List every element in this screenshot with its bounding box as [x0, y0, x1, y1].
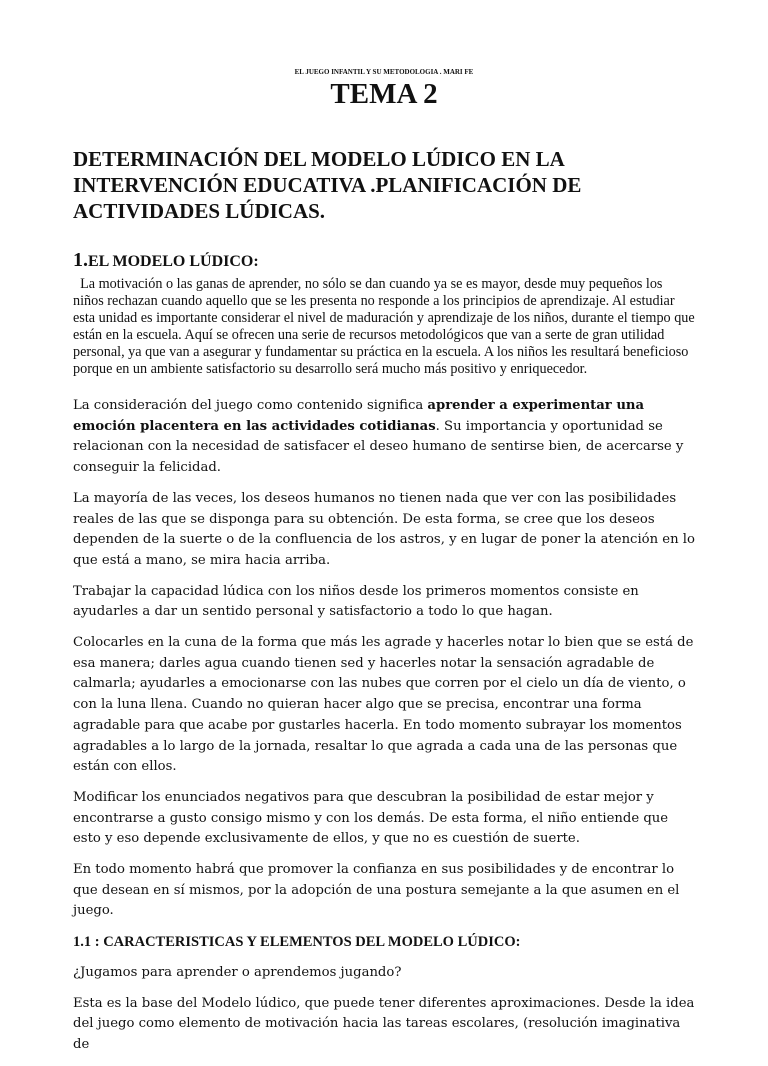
chapter-label: TEMA 2 [330, 78, 438, 110]
paragraph-text: La consideración del juego como contenido significa [73, 398, 428, 413]
paragraph-text: . Su importancia y oportunidad se relacionan con la necesidad de satisfacer el deseo humano de sentirse bien, de acercarse y conseguir la felicidad. [73, 418, 684, 476]
paragraph: La mayoría de las veces, los deseos humanos no tienen nada que ver con las posibilidades reales de las que se disponga para su obtención. De esta forma, se cree que los deseos dependen de la suerte o de la confluencia de los astros, y en lugar de poner la atención en lo que está a mano, se mira hacia arriba. [73, 490, 695, 568]
emphasis-text: aprender a experimentar una emoción placentera en las actividades cotidianas [73, 398, 645, 434]
paragraph: Modificar los enunciados negativos para que descubran la posibilidad de estar mejor y encontrarse a gusto consigo mismo y con los demás. De esta forma, el niño entiende que esto y eso depende exclusivamente de ellos, y que no es cuestión de suerte. [73, 789, 669, 847]
paragraph [73, 396, 697, 479]
section-heading [73, 246, 695, 273]
running-header: EL JUEGO INFANTIL Y SU METODOLOGIA . MARI FE [294, 68, 474, 76]
paragraph: Esta es la base del Modelo lúdico, que puede tener diferentes aproximaciones. Desde la idea del juego como elemento de motivación hacia las tareas escolares, (resolución imaginativa de [73, 995, 695, 1052]
page-title: DETERMINACIÓN DEL MODELO LÚDICO EN LA INTERVENCIÓN EDUCATIVA .PLANIFICACIÓN DE ACTIVIDADES LÚDICAS. [73, 147, 582, 223]
intro-paragraph: La motivación o las ganas de aprender, no sólo se dan cuando ya se es mayor, desde muy pequeños los niños rechazan cuando aquello que se les presenta no responde a los principios de aprendizaje. Al estudiar esta unidad es importante considerar el nivel de maduración y aprendizaje de los niños, durante el tiempo que están en la escuela. Aquí se ofrecen una serie de recursos metodológicos que van a serte de gran utilidad personal, ya que van a asegurar y fundamentar su práctica en la escuela. A los niños les resultará beneficioso porque en un ambiente satisfactorio su desarrollo será mucho más positivo y enriquecedor. [73, 276, 699, 377]
body-text [73, 396, 697, 1066]
paragraph: Trabajar la capacidad lúdica con los niños desde los primeros momentos consiste en ayudarles a dar un sentido personal y satisfactorio a todo lo que hagan. [73, 583, 639, 620]
paragraph: ¿Jugamos para aprender o aprendemos jugando? [73, 964, 402, 980]
section-number: 1. [73, 249, 88, 271]
paragraph: En todo momento habrá que promover la confianza en sus posibilidades y de encontrar lo que desean en sí mismos, por la adopción de una postura semejante a la que asumen en el juego. [73, 862, 680, 919]
subsection-heading: 1.1 : CARACTERISTICAS Y ELEMENTOS DEL MODELO LÚDICO: [73, 934, 521, 951]
paragraph: Colocarles en la cuna de la forma que más les agrade y hacerles notar lo bien que se está de esa manera; darles agua cuando tienen sed y hacerles notar la sensación agradable de calmarla; ayudarles a emocionarse con las nubes que corren por el cielo un día de viento, o con la luna llena. Cuando no quieran hacer algo que se precisa, encontrar una forma agradable para que acabe por gustarles hacerla. En todo momento subrayar los momentos agradables a lo largo de la jornada, resaltar lo que agrada a cada una de las personas que están con ellos. [73, 635, 694, 775]
section-title: EL MODELO LÚDICO: [88, 253, 259, 270]
